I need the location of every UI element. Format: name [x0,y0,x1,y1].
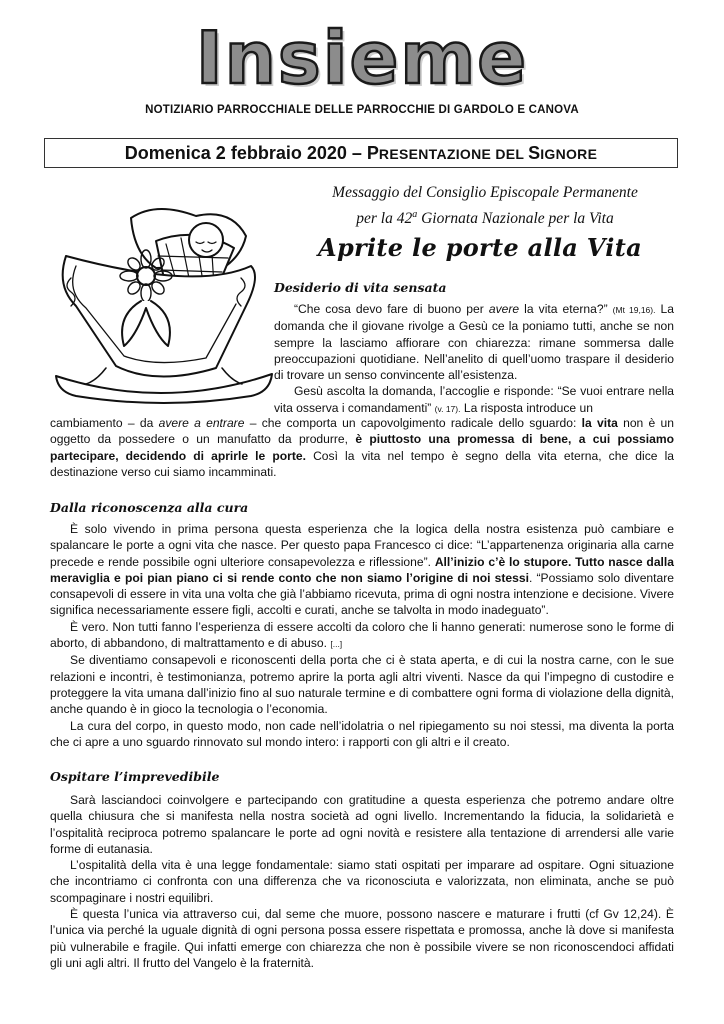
masthead-title: Insieme [195,16,529,100]
section-1-text-narrow [274,301,674,417]
feast-initial-s: S [528,143,541,163]
masthead [0,16,724,100]
paragraph: È vero. Non tutti fanno l’esperienza di essere accolti da coloro che li hanno generati: numerose sono le forme di aborto, di abbandono, di maltrattamento e di abuso. [...] [50,619,674,651]
date-text: Domenica 2 febbraio 2020 – [124,143,367,163]
cradle-illustration [46,196,282,408]
section-title-2: Dalla riconoscenza alla cura [50,500,249,515]
paragraph: Gesù ascolta la domanda, l’accoglie e risponde: “Se vuoi entrare nella vita osserva i comandamenti” (v. 17). La risposta introduce un [274,384,674,415]
section-2-text [50,521,674,750]
feast-word-1: RESENTAZIONE DEL [378,146,529,162]
message-line-1: Messaggio del Consiglio Episcopale Permanente [332,184,638,201]
paragraph: È questa l’unica via attraverso cui, dal seme che muore, possono nascere e maturare i frutti (cf Gv 12,24). È l’unica via perché la uguale dignità di ogni persona possa essere rispettata e promossa, anche là dove si manifesta più vulnerabile e fragile. Qui infatti emerge con chiarezza che non è possibile vivere se non riconoscendoci affidati gli uni agli altri. Il frutto del Vangelo è la fraternità. [50,907,674,970]
feast-initial-p: P [366,143,379,163]
article-title: Aprite le porte alla Vita [318,233,642,262]
paragraph: Sarà lasciandoci coinvolgere e partecipando con gratitudine a questa esperienza che potremo andare oltre quella chiusura che si manifesta nella nostra società ad ogni livello. Incrementando la fiducia, la solidarietà e l’ospitalità reciproca potremo spalancare le porte ad ogni novità e resistere alla tentazione di arrendersi alle varie forme di eutanasia. [50,793,674,856]
paragraph: cambiamento – da avere a entrare – che comporta un capovolgimento radicale dello sguardo: la vita non è un oggetto da possedere o un manufatto da produrre, è piuttosto una promessa di bene, a cui possiamo partecipare, decidendo di aprirle le porte. Così la vita nel tempo è segno della vita eterna, che dice la destinazione verso cui siamo incamminati. [50,416,674,479]
section-3-text [50,792,674,971]
paragraph: Se diventiamo consapevoli e riconoscenti della porta che ci è stata aperta, e di cui la nostra carne, con le sue relazioni e incontri, è testimonianza, potremo aprire la porta agli altri viventi. Nasce da qui l’impegno di custodire e proteggere la vita umana dall’inizio fino al suo naturale termine e di combattere ogni forma di violazione della dignità, anche quando è in gioco la tecnologia o l’economia. [50,653,674,717]
message-heading [290,182,680,230]
feast-word-2: IGNORE [540,146,598,162]
paragraph: La cura del corpo, in questo modo, non cade nell’idolatria o nel ripiegamento su noi stessi, ma diventa la porta che ci apre a uno sguardo rinnovato sul mondo intero: i rapporti con gli altri e il creato. [50,718,674,749]
section-title-3: Ospitare l’imprevedibile [50,769,220,784]
paragraph: L’ospitalità della vita è una legge fondamentale: siamo stati ospitati per imparare ad ospitare. Ogni situazione che incontriamo ci confronta con una differenza che va riconosciuta e valorizzata, non eliminata, anche se può scompaginare i nostri equilibri. [50,858,674,905]
date-banner [44,138,678,168]
section-1-text-wide [50,415,674,480]
message-line-2: per la 42$^a$ Giornata Nazionale per la Vita [356,209,614,228]
paragraph: “Che cosa devo fare di buono per avere la vita eterna?” (Mt 19,16). La domanda che il giovane rivolge a Gesù ce la poniamo tutti, anche se non sempre la lasciamo affiorare con chiarezza: rimane sommersa dalle preoccupazioni quotidiane. Nell’anelito di quell’uomo traspare il desiderio di trovare un senso convincente all’esistenza. [274,302,675,383]
section-title-1: Desiderio di vita sensata [274,280,447,295]
masthead-subtitle: NOTIZIARIO PARROCCHIALE DELLE PARROCCHIE DI GARDOLO E CANOVA [145,104,579,116]
paragraph: È solo vivendo in prima persona questa esperienza che la logica della nostra esistenza può cambiare e spalancare le porte a ogni vita che nasce. Per questo papa Francesco ci dice: “L’appartenenza originaria alla carne precede e rende possibile ogni ulteriore consapevolezza e riflessione”. All’inizio c’è lo stupore. Tutto nasce dalla meraviglia e poi pian piano ci si rende conto che non siamo l’origine di noi stessi. “Possiamo solo diventare consapevoli di essere in vita una volta che già l’abbiamo ricevuta, prima di ogni nostra intenzione e decisione. Vivere significa necessariamente essere figli, accolti e curati, anche se talvolta in modo inadeguato”. [50,522,674,618]
